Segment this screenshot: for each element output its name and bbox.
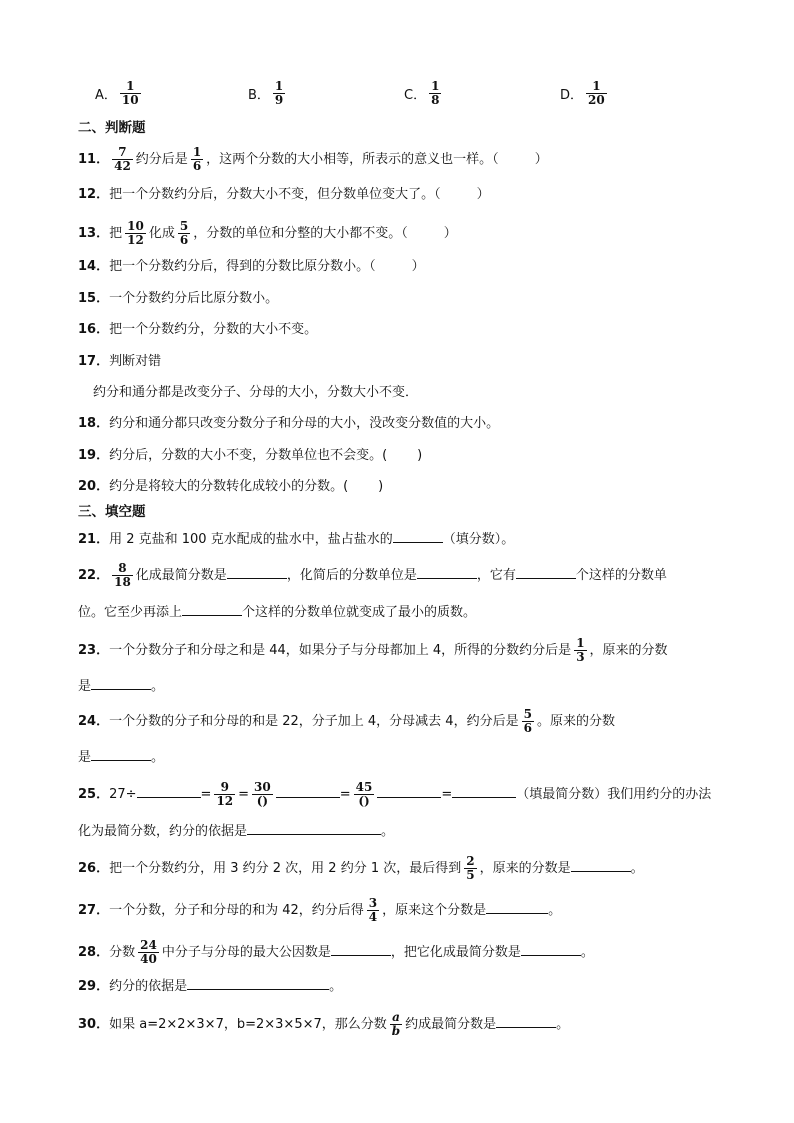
question-number: 12． [78,187,110,202]
question-22-cont [78,601,476,623]
question-text: ，原来这个分数是 [382,903,487,918]
question-29 [78,975,342,997]
question-text: 化为最简分数，约分的依据是 [78,824,248,839]
question-text: 。 [580,945,594,960]
fraction-denominator: 9 [274,93,284,107]
question-number: 23． [78,643,110,658]
answer-blank[interactable] [496,1013,556,1028]
question-number: 18． [78,416,110,431]
question-text: 。 [630,861,644,876]
question-text: 。原来的分数 [536,714,615,729]
question-23-cont [78,675,164,697]
fraction-numerator: 24 [140,938,157,952]
question-text: = [339,787,351,802]
fraction-numerator: 2 [466,854,475,868]
question-text: 把 [109,226,123,241]
question-text: 位。它至少再添上 [78,605,183,620]
question-text: = [238,787,250,802]
question-28 [78,939,594,966]
option-c[interactable] [404,80,444,107]
fraction-numerator: 5 [179,219,189,233]
question-text: 个这样的分数单 [575,568,667,583]
question-text: 。 [151,679,165,694]
fraction-1-3 [574,637,586,664]
option-a[interactable] [95,80,144,107]
question-24 [78,708,615,735]
question-number: 26． [78,861,110,876]
question-text: 。 [151,750,165,765]
fraction-3-4 [367,897,379,924]
question-text: 把一个分数约分后，得到的分数比原分数小。（ [109,259,376,274]
fraction-denominator: 3 [576,650,585,664]
question-16 [78,320,317,340]
question-text: 是 [78,679,92,694]
question-number: 22． [78,568,110,583]
question-text: 。 [329,979,343,994]
question-number: 24． [78,714,110,729]
question-text: 个这样的分数单位就变成了最小的质数。 [242,605,477,620]
question-text: 化成最简分数是 [135,568,227,583]
question-text: 一个分数约分后比原分数小。 [109,291,279,306]
answer-blank[interactable] [521,941,581,956]
fraction-30-blank [252,781,273,808]
fraction-numerator: 1 [120,80,141,94]
fraction-10-12 [125,220,146,247]
fraction-denominator: 40 [140,952,157,966]
question-12 [78,185,490,205]
question-text: 约成最简分数是 [405,1017,497,1032]
question-text: 。 [548,903,562,918]
option-c-label: C． [404,88,427,103]
question-number: 27． [78,903,110,918]
question-text: ） [443,226,457,241]
question-text: 化成 [148,226,175,241]
question-text: 把一个分数约分后，分数大小不变，但分数单位变大了。（ [109,187,441,202]
fraction-45-blank [354,781,375,808]
question-26 [78,855,644,882]
fraction-numerator: 5 [523,707,532,721]
option-d[interactable] [560,80,610,107]
fraction-a-b [390,1011,402,1038]
question-text: ，这两个分数的大小相等，所表示的意义也一样。（ [206,152,499,167]
answer-blank[interactable] [182,601,242,616]
fraction-numerator: a [390,1011,402,1025]
question-text: ) [378,479,384,494]
question-text: = [200,787,212,802]
question-21 [78,528,514,550]
question-text: ) [417,448,423,463]
fraction-denominator: 18 [114,575,131,589]
question-22 [78,562,667,589]
fraction-denominator: 12 [216,794,234,808]
question-text: 一个分数，分子和分母的和为 42，约分后得 [109,903,364,918]
question-25-cont [78,820,394,842]
fraction-denominator: 4 [368,910,378,924]
answer-blank[interactable] [331,941,391,956]
question-number: 25． [78,787,110,802]
fraction-7-42 [112,146,133,173]
option-c-fraction [429,80,441,107]
fraction-9-12 [214,781,235,808]
fraction-denominator: () [358,794,370,808]
question-19 [78,446,422,466]
option-b[interactable] [248,80,288,107]
question-24-cont [78,746,164,768]
fraction-1-6 [191,146,203,173]
question-25 [78,781,711,808]
question-number: 14． [78,259,110,274]
fraction-denominator: 5 [466,868,475,882]
question-13 [78,220,457,247]
question-number: 19． [78,448,110,463]
question-text: 27÷ [109,787,137,802]
question-number: 15． [78,291,110,306]
question-text: 是 [78,750,92,765]
fraction-5-6 [178,220,190,247]
question-text: ，化简后的分数单位是 [286,568,417,583]
fraction-denominator: 10 [121,93,139,107]
answer-blank[interactable] [377,783,441,798]
fraction-8-18 [112,562,133,589]
question-30 [78,1011,569,1038]
fraction-24-40 [138,939,159,966]
answer-blank[interactable] [276,783,340,798]
fraction-denominator: 8 [431,93,440,107]
fraction-denominator: 12 [127,233,144,247]
question-text: 约分后，分数的大小不变，分数单位也不会变。( [109,448,388,463]
question-text: ，它有 [476,568,516,583]
question-number: 29． [78,979,110,994]
fraction-numerator: 1 [192,145,202,159]
option-a-label: A． [95,88,117,103]
fraction-numerator: 30 [254,780,271,794]
question-14 [78,257,425,277]
answer-blank[interactable] [137,783,201,798]
question-text: 。 [381,824,395,839]
question-text: = [441,787,453,802]
section-judge-title: 二、判断题 [78,120,146,136]
answer-blank[interactable] [452,783,516,798]
question-text: 如果 a=2×2×3×7，b=2×3×5×7，那么分数 [109,1017,387,1032]
question-text: ，把它化成最简分数是 [390,945,521,960]
question-text: ） [411,259,425,274]
fraction-denominator: () [256,794,269,808]
question-17-statement: 约分和通分都是改变分子、分母的大小，分数大小不变． [93,385,419,400]
fraction-numerator: 10 [127,219,144,233]
question-text: 约分是将较大的分数转化成较小的分数。( [109,479,349,494]
fraction-5-6 [522,708,534,735]
question-text: 约分和通分都只改变分数分子和分母的大小，没改变分数值的大小。 [109,416,500,431]
fraction-denominator: 42 [114,159,131,173]
option-b-label: B． [248,88,270,103]
question-number: 16． [78,322,110,337]
question-text: 约分后是 [135,152,188,167]
question-text: 判断对错 [109,354,162,369]
question-text: ，分数的单位和分整的大小都不变。（ [193,226,408,241]
question-18 [78,414,499,434]
question-number: 21． [78,532,110,547]
fraction-denominator: 20 [588,93,605,107]
fraction-numerator: 45 [355,780,373,794]
fraction-denominator: b [391,1024,401,1038]
fraction-denominator: 6 [523,721,532,735]
section-fill-title: 三、填空题 [78,504,146,520]
option-a-fraction [120,80,141,107]
answer-blank[interactable] [227,564,287,579]
fraction-denominator: 6 [192,159,202,173]
question-text: 把一个分数约分，分数的大小不变。 [109,322,318,337]
answer-blank[interactable] [247,820,381,835]
question-number: 28． [78,945,110,960]
question-number: 17． [78,354,110,369]
question-text: （填最简分数）我们用约分的办法 [516,787,712,802]
answer-blank[interactable] [571,857,631,872]
option-d-label: D． [560,88,584,103]
question-text: 一个分数的分子和分母的和是 22，分子加上 4，分母减去 4，约分后是 [109,714,519,729]
answer-blank[interactable] [91,746,151,761]
question-number: 11． [78,152,110,167]
question-text: ） [534,152,548,167]
answer-blank[interactable] [91,675,151,690]
question-text: 把一个分数约分，用 3 约分 2 次，用 2 约分 1 次，最后得到 [109,861,462,876]
answer-blank[interactable] [516,564,576,579]
fraction-numerator: 1 [431,79,440,93]
question-17 [78,352,161,372]
question-text: 中分子与分母的最大公因数是 [161,945,331,960]
fraction-denominator: 6 [179,233,189,247]
option-b-fraction [273,80,285,107]
question-text: 。 [556,1017,570,1032]
fraction-numerator: 9 [214,781,235,795]
question-text: 约分的依据是 [109,979,188,994]
question-text: ，原来的分数 [589,643,668,658]
fraction-numerator: 1 [274,79,284,93]
question-11 [78,146,548,173]
fraction-numerator: 8 [112,562,133,576]
question-text: ，原来的分数是 [479,861,571,876]
question-text: 分数 [109,945,136,960]
fraction-numerator: 1 [586,80,607,94]
fraction-2-5 [464,855,476,882]
question-27 [78,897,561,924]
answer-blank[interactable] [393,528,443,543]
fraction-numerator: 3 [368,896,378,910]
question-number: 30． [78,1017,110,1032]
question-number: 13． [78,226,110,241]
question-15 [78,289,278,309]
question-text: 用 2 克盐和 100 克水配成的盐水中，盐占盐水的 [109,532,393,547]
fraction-numerator: 7 [112,146,133,160]
answer-blank[interactable] [187,975,329,990]
question-23 [78,637,668,664]
question-number: 20． [78,479,110,494]
answer-blank[interactable] [486,899,548,914]
question-text: （填分数）。 [442,532,515,547]
answer-blank[interactable] [417,564,477,579]
question-text: 一个分数分子和分母之和是 44，如果分子与分母都加上 4，所得的分数约分后是 [109,643,572,658]
question-text: ） [476,187,490,202]
option-d-fraction [586,80,607,107]
question-20 [78,477,383,497]
fraction-numerator: 1 [576,636,585,650]
